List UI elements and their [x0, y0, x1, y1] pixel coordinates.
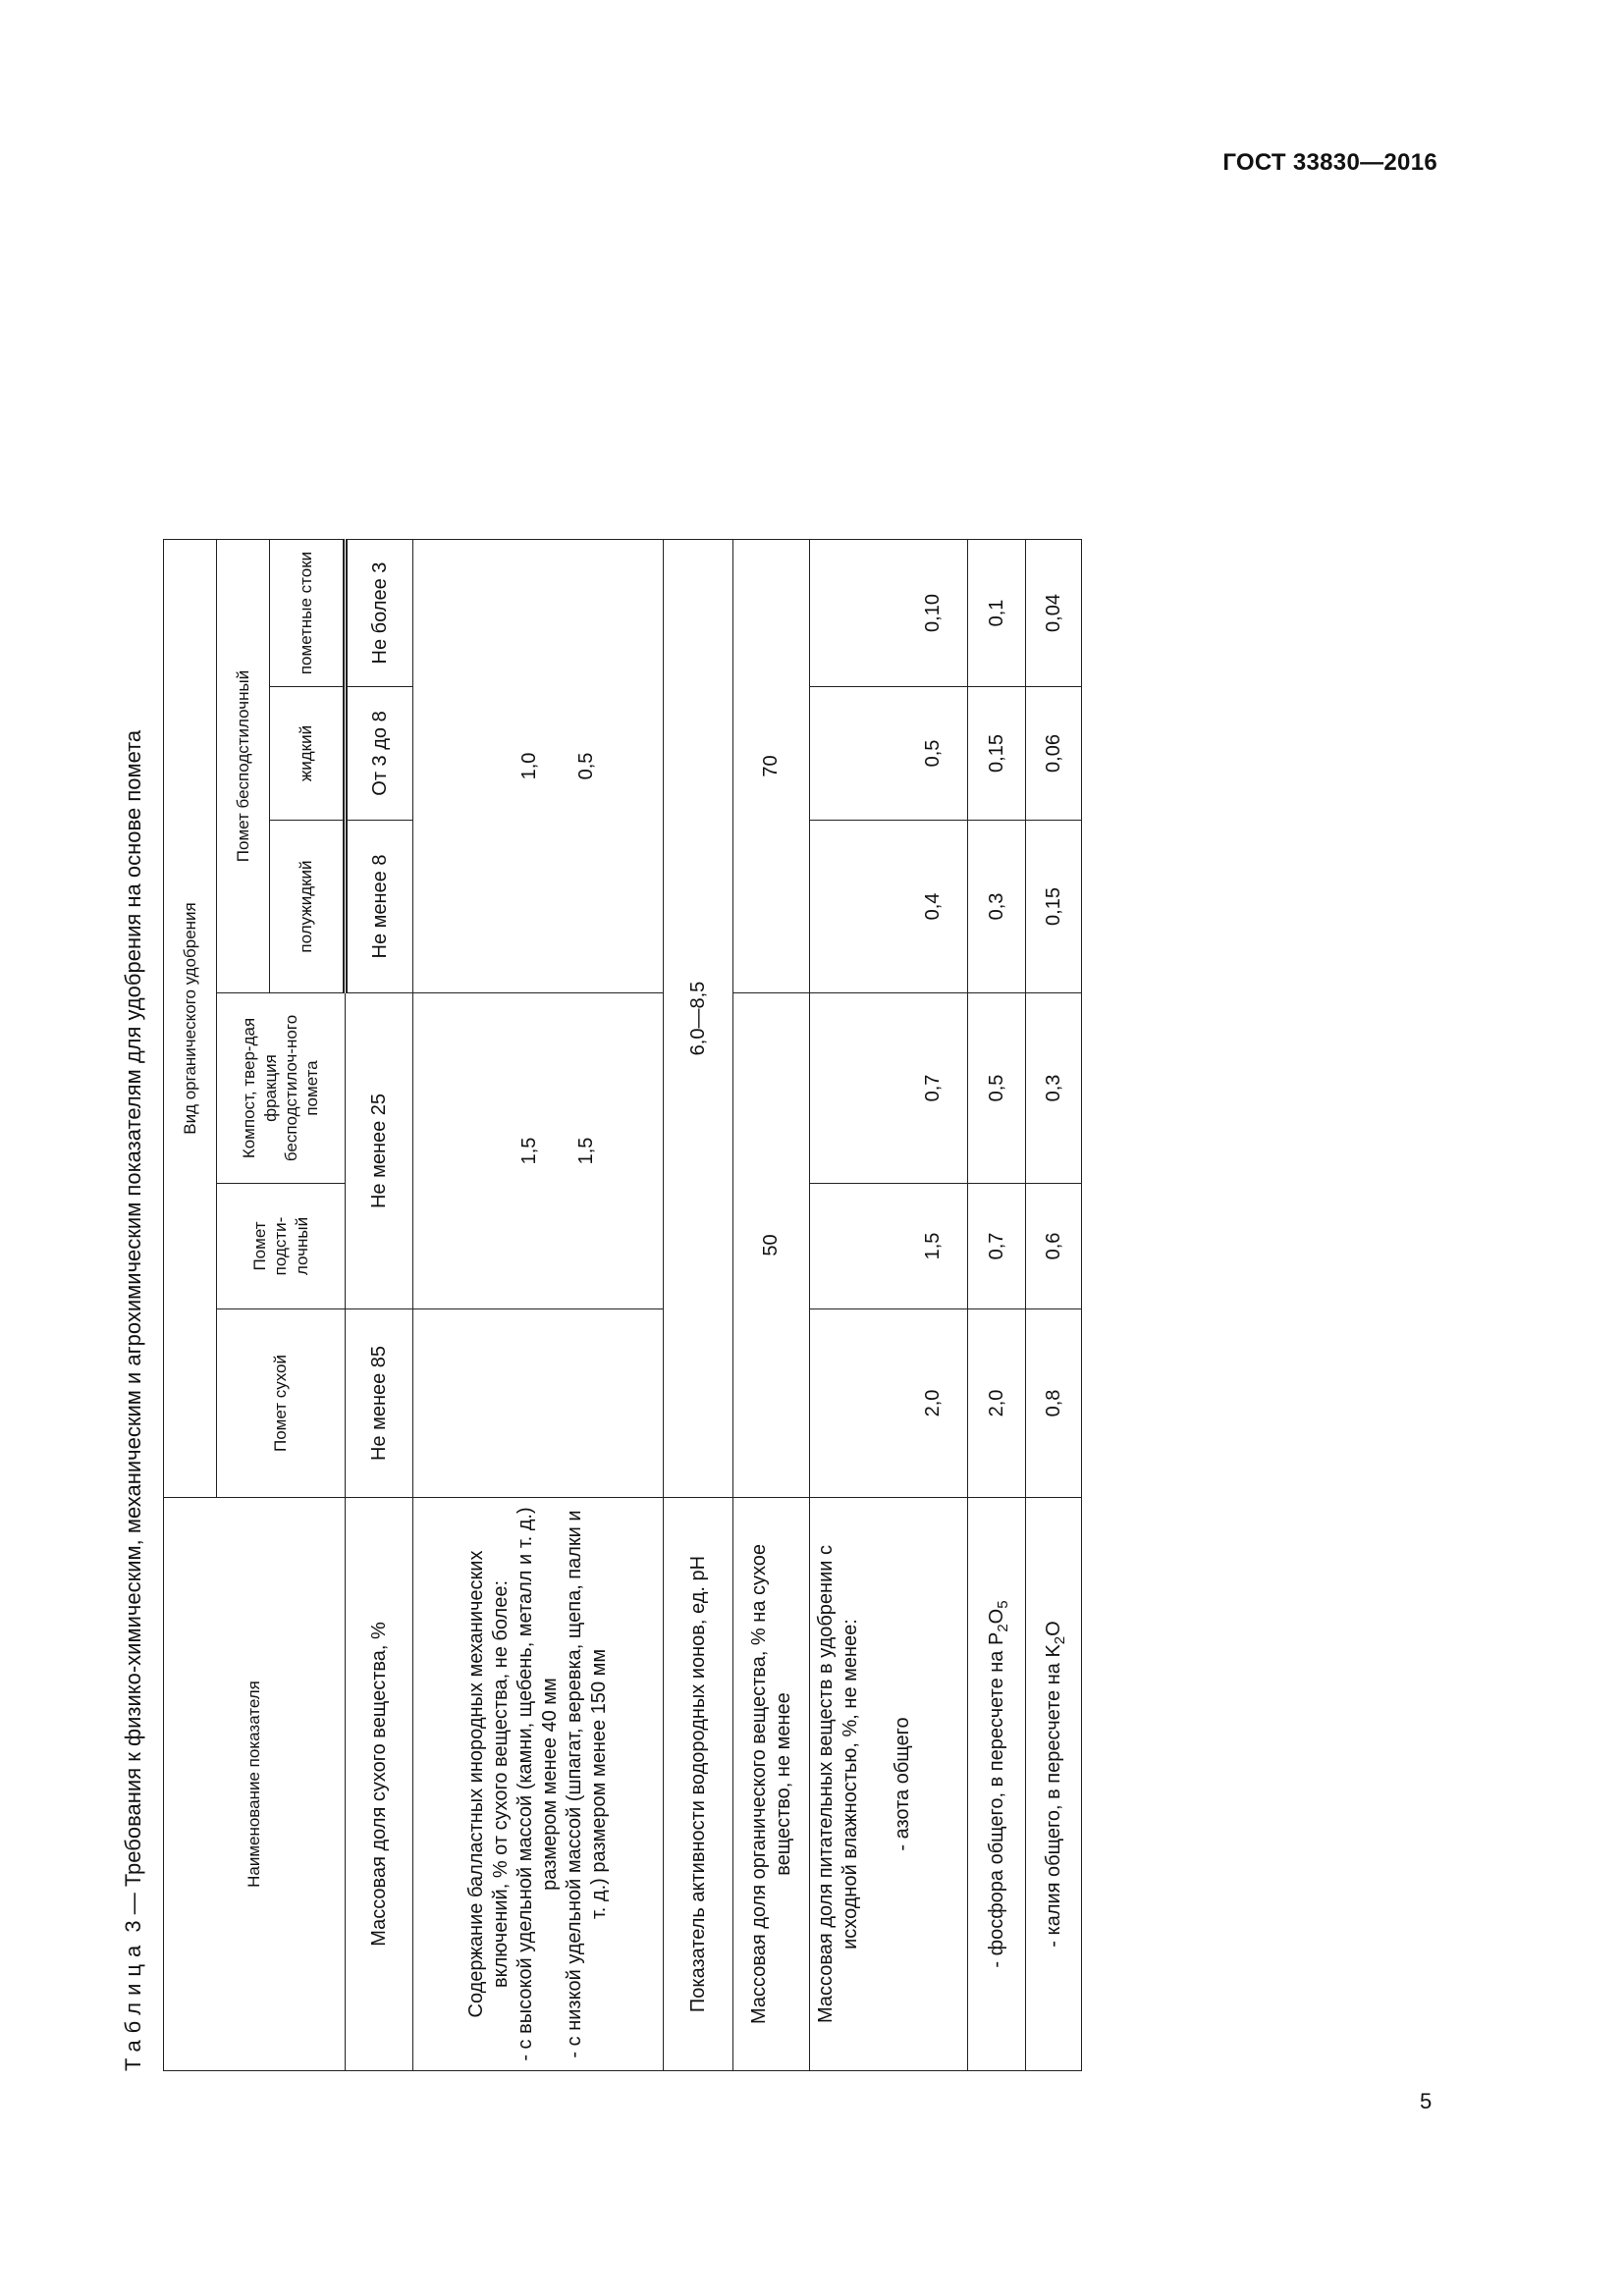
potassium-label: - калия общего, в пересчете на K: [1042, 1644, 1064, 1948]
cell: Не менее 25: [345, 993, 412, 1309]
cell: 0,4: [809, 821, 968, 993]
table-row: [1026, 540, 1082, 2071]
cell: Не менее 8: [345, 821, 412, 993]
cell: 70: [733, 540, 809, 993]
cell: 0,3: [1026, 993, 1082, 1184]
cell: 0,04: [1026, 540, 1082, 687]
cell: 2,0: [968, 1309, 1026, 1498]
row-label: Массовая доля сухого вещества, %: [345, 1498, 412, 2071]
header-liquid: жидкий: [269, 687, 345, 821]
ballast-high-label: - с высокой удельной массой (камни, щебень, металл и т. д.) размером менее 40 мм: [514, 1507, 561, 2061]
cell: [413, 993, 663, 1309]
rotated-table-block: [114, 540, 1082, 2071]
cell: 0,5: [968, 993, 1026, 1184]
phosphorus-label: - фосфора общего, в пересчете на P: [985, 1631, 1007, 1968]
document-code: ГОСТ 33830—2016: [1222, 149, 1437, 176]
cell: 1,5: [809, 1184, 968, 1309]
table-row: [968, 540, 1026, 2071]
cell: 0,15: [968, 687, 1026, 821]
nutrients-title: Массовая доля питательных веществ в удобрении с исходной влажностью, %, не менее:: [814, 1545, 861, 2023]
ballast-low-a: 1,5: [574, 1137, 597, 1165]
requirements-table: [163, 539, 1082, 2071]
row-label: [1026, 1498, 1082, 2071]
ballast-low-label: - с низкой удельной массой (шпагат, веревка, щепа, палки и т. д.) размером менее 150 мм: [563, 1510, 610, 2058]
cell: 0,8: [1026, 1309, 1082, 1498]
header-litter: Помет подсти-лочный: [216, 1184, 345, 1309]
header-subgroup: Помет бесподстилочный: [216, 540, 269, 993]
cell: 0,6: [1026, 1184, 1082, 1309]
cell: 0,10: [809, 540, 968, 687]
header-group: Вид органического удобрения: [164, 540, 217, 1498]
cell: 0,3: [968, 821, 1026, 993]
caption-text: 3 — Требования к физико-химическим, механическим и агрохимическим показателям для удобрения на основе помета: [121, 729, 145, 1939]
cell: 0,06: [1026, 687, 1082, 821]
header-name-col: Наименование показателя: [164, 1498, 346, 2071]
subscript: 5: [994, 1600, 1011, 1609]
row-label: [413, 1498, 663, 2071]
cell: Не менее 85: [345, 1309, 412, 1498]
page-number: 5: [1420, 2089, 1433, 2113]
cell: 50: [733, 993, 809, 1498]
subscript: 2: [1051, 1635, 1068, 1645]
header-dry: Помет сухой: [216, 1309, 345, 1498]
cell: [413, 1309, 663, 1498]
subscript: 2: [994, 1624, 1011, 1632]
row-label: Массовая доля органического вещества, % на сухое вещество, не менее: [733, 1498, 809, 2071]
nitrogen-label: - азота общего: [891, 1717, 913, 1851]
header-runoff: пометные стоки: [269, 540, 345, 687]
cell: 6,0—8,5: [663, 540, 733, 1498]
table-row: [809, 540, 968, 2071]
ballast-high-b: 1,0: [517, 752, 540, 780]
header-semi-liquid: полужидкий: [269, 821, 345, 993]
cell: 0,7: [968, 1184, 1026, 1309]
formula-part: O: [985, 1608, 1007, 1625]
cell: От 3 до 8: [345, 687, 412, 821]
cell: [413, 540, 663, 993]
caption-prefix: Таблица: [121, 1938, 145, 2071]
cell: 0,15: [1026, 821, 1082, 993]
cell: 0,5: [809, 687, 968, 821]
cell: 0,1: [968, 540, 1026, 687]
formula-part: O: [1042, 1621, 1064, 1636]
row-label: [809, 1498, 968, 2071]
ballast-title: Содержание балластных инородных механических включений, % от сухого вещества, не более:: [464, 1550, 512, 2018]
table-row: [663, 540, 733, 2071]
cell: 0,7: [809, 993, 968, 1184]
table-row: [413, 540, 663, 2071]
cell: 2,0: [809, 1309, 968, 1498]
ballast-high-a: 1,5: [517, 1137, 540, 1165]
table-caption: [114, 540, 153, 2071]
row-label: [968, 1498, 1026, 2071]
table-row: [345, 540, 412, 2071]
cell: Не более 3: [345, 540, 412, 687]
header-compost: Компост, твер-дая фракция бесподстилоч-ного помета: [216, 993, 345, 1184]
ballast-low-b: 0,5: [574, 752, 597, 780]
table-row: [733, 540, 809, 2071]
row-label: Показатель активности водородных ионов, ед. pH: [663, 1498, 733, 2071]
